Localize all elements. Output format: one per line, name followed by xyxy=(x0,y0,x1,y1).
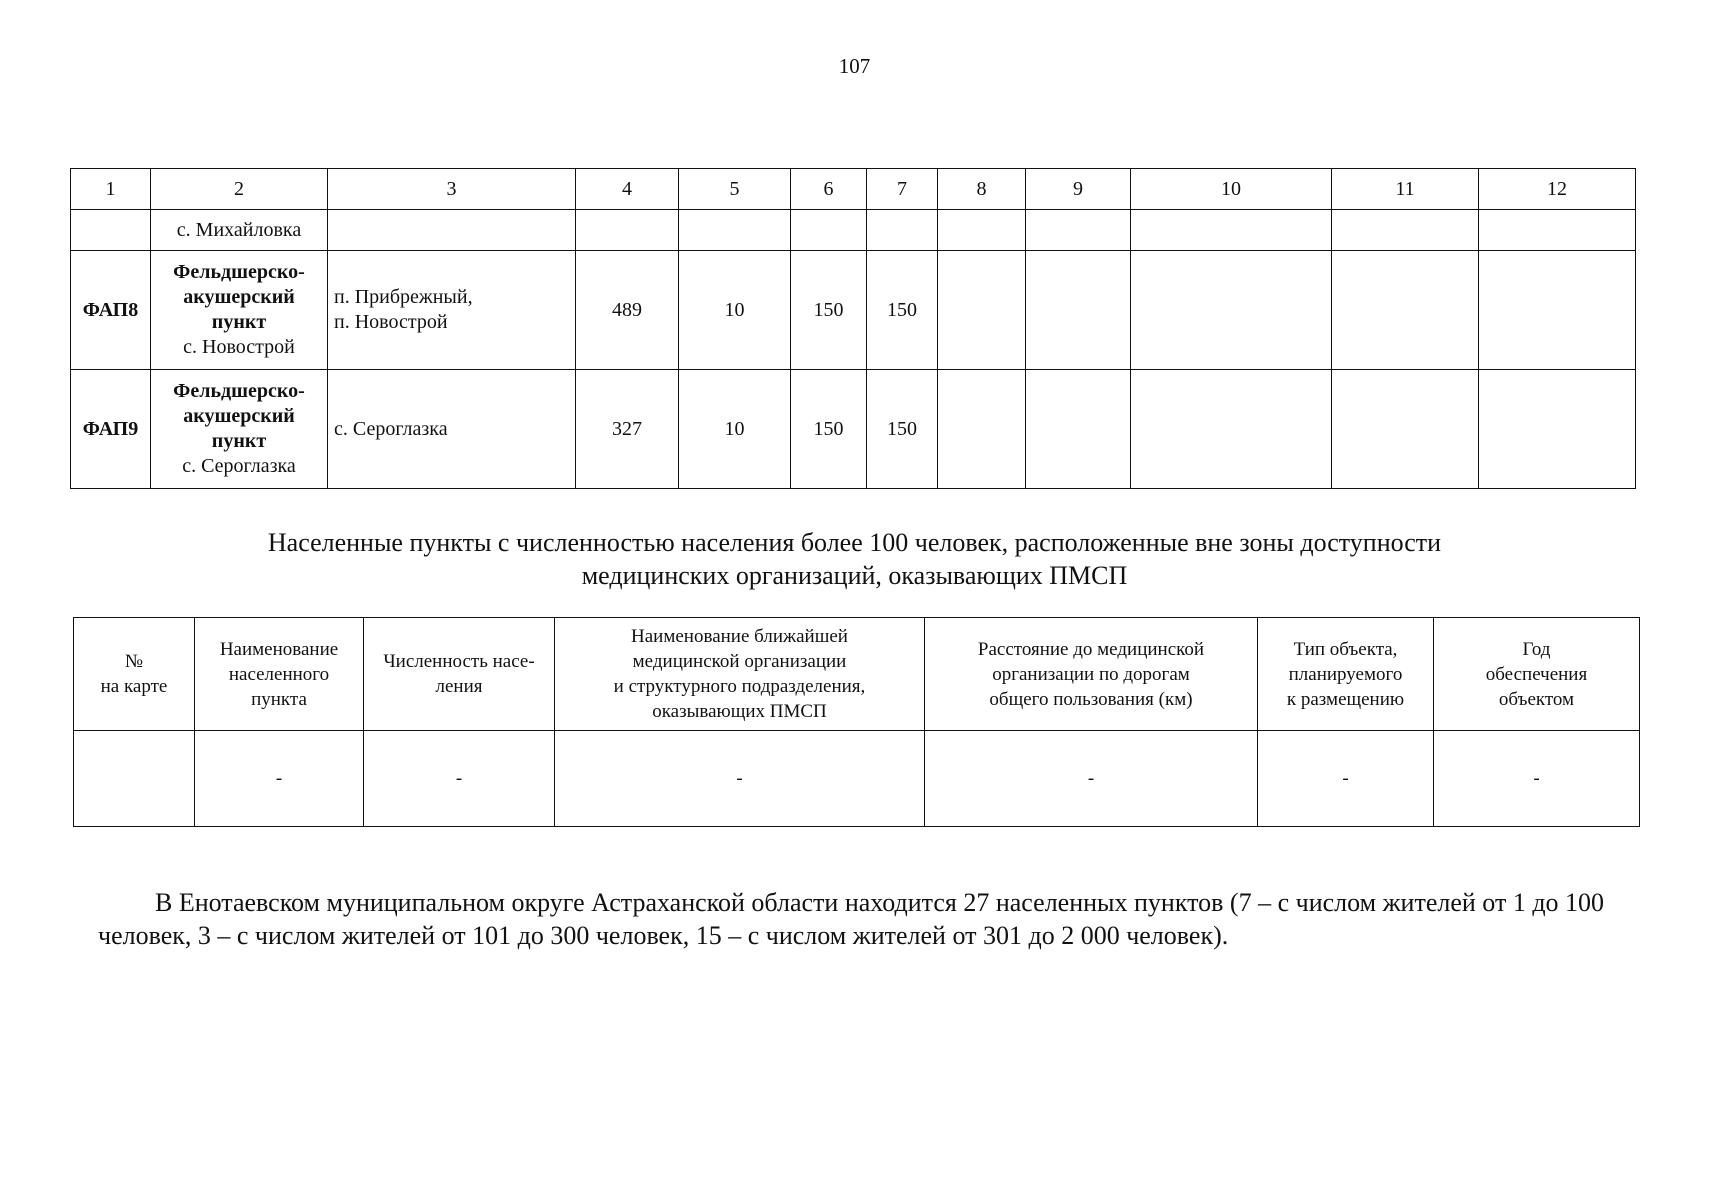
service-area xyxy=(328,370,576,489)
value-cell: 10 xyxy=(679,370,791,489)
facility-name-line: акушерский xyxy=(183,286,295,308)
section-title-line: Населенные пункты с численностью населения более 100 человек, расположенные вне зоны доступности xyxy=(267,528,1442,557)
table-cell xyxy=(74,731,195,827)
service-area-line: с. Сероглазка xyxy=(334,417,448,440)
column-header: Тип объекта, планируемого к размещению xyxy=(1258,618,1434,731)
value-cell: 150 xyxy=(867,370,938,489)
value-cell: 150 xyxy=(867,251,938,370)
table-cell: - xyxy=(555,731,925,827)
column-numbers-row xyxy=(71,169,1636,210)
column-number: 11 xyxy=(1332,169,1479,210)
facility-location: с. Михайловка xyxy=(151,210,328,251)
facility-name xyxy=(151,251,328,370)
column-header: Численность насе- ления xyxy=(364,618,555,731)
column-number: 7 xyxy=(867,169,938,210)
table-cell: - xyxy=(1258,731,1434,827)
table-cell: - xyxy=(195,731,364,827)
table-cell: - xyxy=(364,731,555,827)
service-area xyxy=(328,251,576,370)
summary-paragraph: В Енотаевском муниципальном округе Астраханской области находится 27 населенных пунктов (7 – с числом жителей от 1 до 100 человек, 3 – с числом жителей от 101 до 300 человек, 15 – с числом жителей от 301 до 2 000 человек). xyxy=(98,888,1605,950)
column-header: Год обеспечения объектом xyxy=(1434,618,1640,731)
column-number: 10 xyxy=(1131,169,1332,210)
table-header-row xyxy=(74,618,1640,731)
column-number: 4 xyxy=(576,169,679,210)
service-area-line: п. Прибрежный, xyxy=(334,286,473,308)
page-number: 107 xyxy=(838,54,871,78)
column-number: 12 xyxy=(1479,169,1636,210)
facility-name-line: акушерский xyxy=(183,405,295,427)
column-header: Расстояние до медицинской организации по дорогам общего пользования (км) xyxy=(925,618,1258,731)
facility-name-line: пункт xyxy=(211,311,267,333)
facility-name-line: с. Новострой xyxy=(183,336,295,358)
population-cell: 489 xyxy=(576,251,679,370)
column-header: Наименование ближайшей медицинской организации и структурного подразделения, оказывающих ПМСП xyxy=(555,618,925,731)
column-number: 9 xyxy=(1026,169,1131,210)
section-title xyxy=(0,526,1709,592)
table-cell: - xyxy=(925,731,1258,827)
table-cell: - xyxy=(1434,731,1640,827)
facility-name-line: с. Сероглазка xyxy=(182,455,296,477)
facilities-table xyxy=(70,168,1636,489)
settlements-outside-access-table xyxy=(73,617,1640,827)
table-row xyxy=(71,210,1636,251)
section-title-line: медицинских организаций, оказывающих ПМСП xyxy=(581,561,1128,590)
facility-code: ФАП9 xyxy=(71,370,151,489)
service-area-line: п. Новострой xyxy=(334,311,448,333)
table-row xyxy=(71,251,1636,370)
column-number: 8 xyxy=(938,169,1026,210)
table-row xyxy=(74,731,1640,827)
facility-name-line: Фельдшерско- xyxy=(173,261,305,283)
column-header: № на карте xyxy=(74,618,195,731)
population-cell: 327 xyxy=(576,370,679,489)
column-header: Наименование населенного пункта xyxy=(195,618,364,731)
column-number: 2 xyxy=(151,169,328,210)
column-number: 3 xyxy=(328,169,576,210)
value-cell: 150 xyxy=(791,370,867,489)
table-row xyxy=(71,370,1636,489)
value-cell: 150 xyxy=(791,251,867,370)
facility-code: ФАП8 xyxy=(71,251,151,370)
column-number: 1 xyxy=(71,169,151,210)
column-number: 5 xyxy=(679,169,791,210)
facility-name-line: пункт xyxy=(211,430,267,452)
facility-name xyxy=(151,370,328,489)
value-cell: 10 xyxy=(679,251,791,370)
facility-name-line: Фельдшерско- xyxy=(173,380,305,402)
column-number: 6 xyxy=(791,169,867,210)
